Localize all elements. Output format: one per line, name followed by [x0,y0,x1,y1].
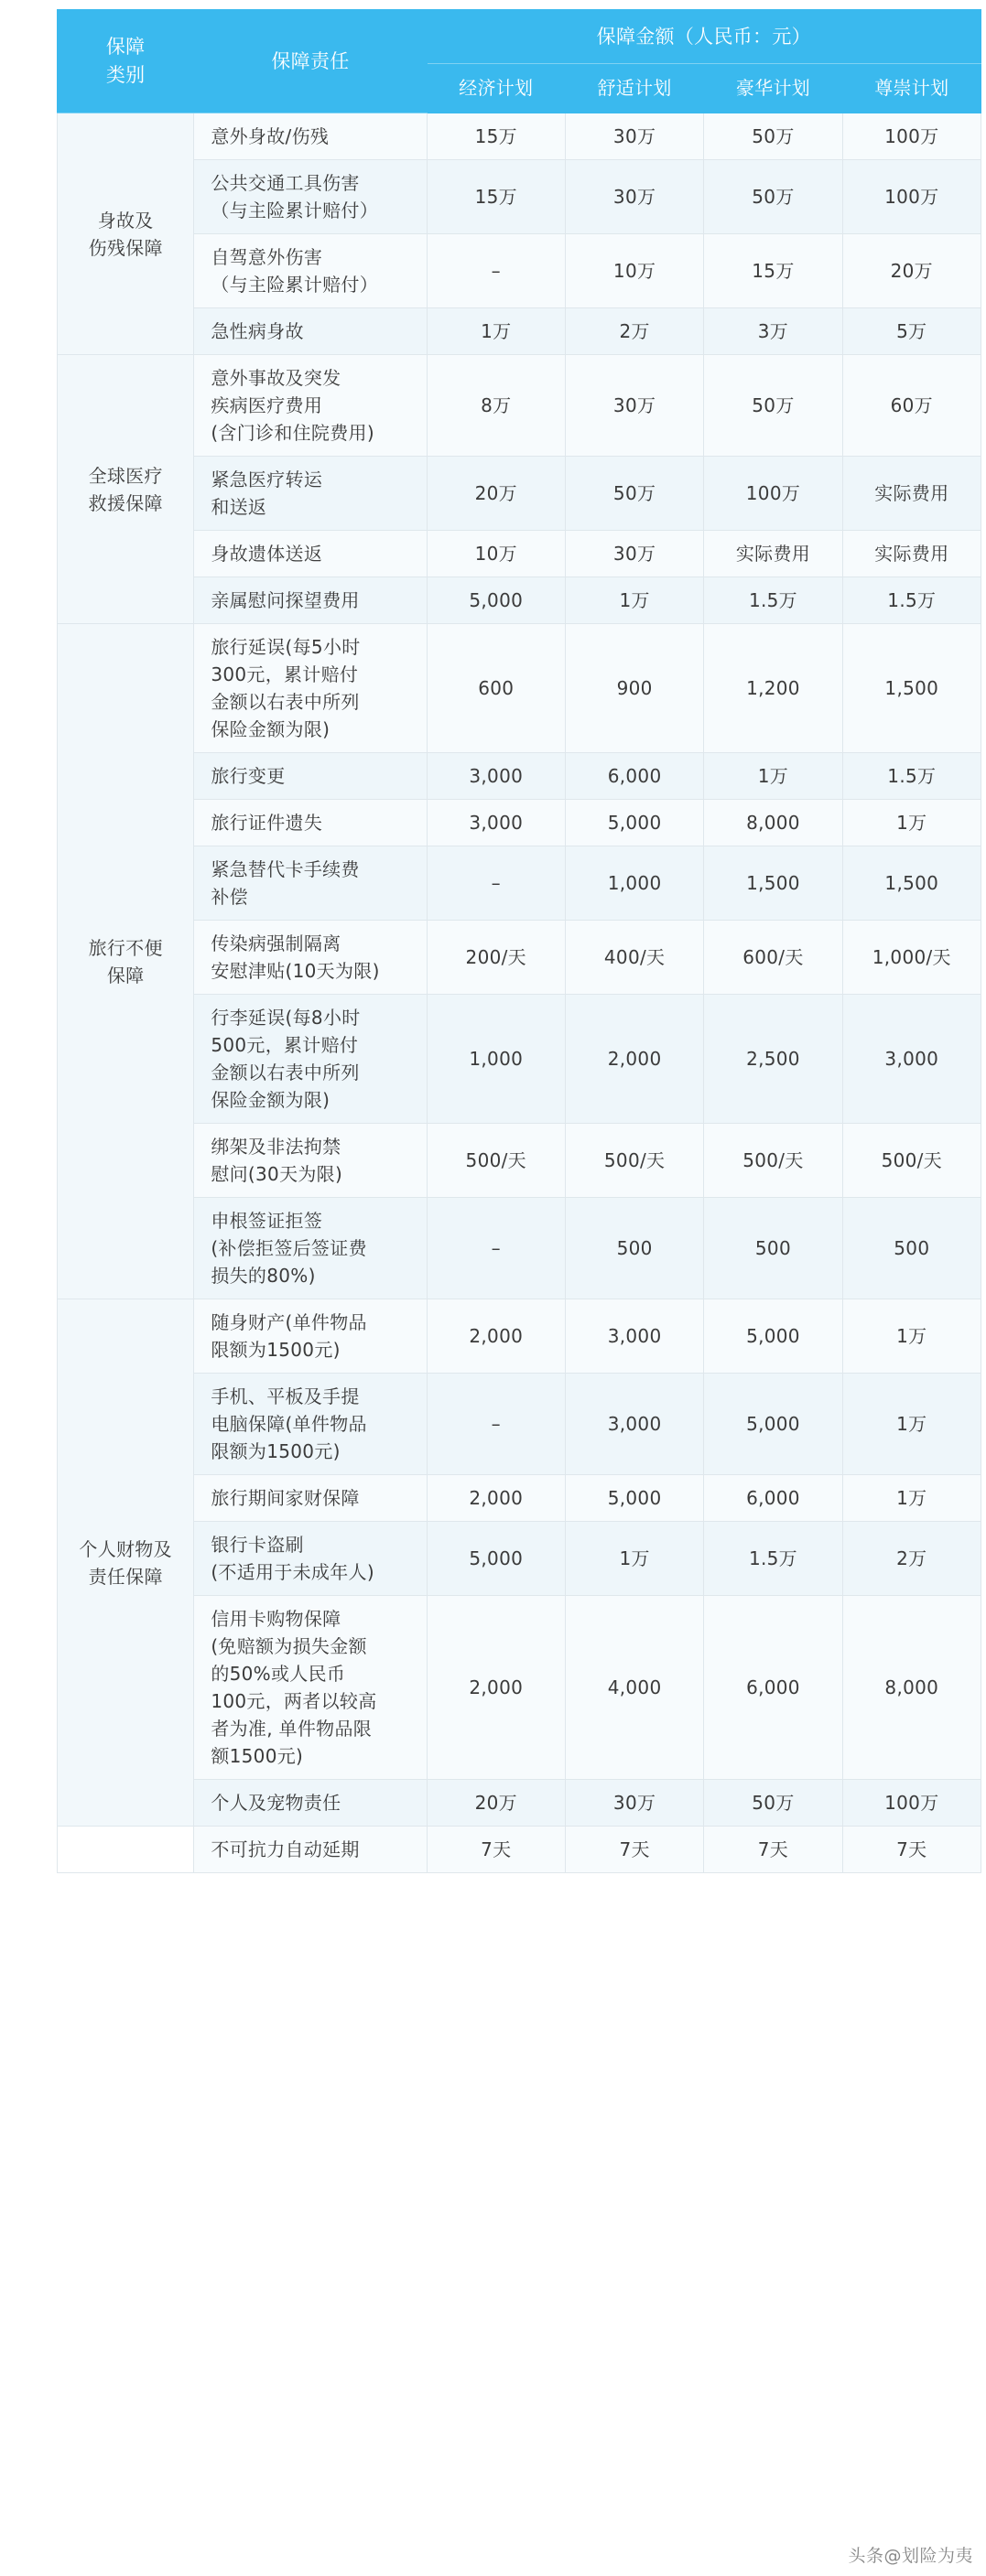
amount-cell-plan-4: 5万 [842,308,981,355]
amount-cell-plan-1: – [427,1198,565,1299]
table-row [58,355,981,457]
table-row [58,457,981,531]
amount-cell-plan-3: 实际费用 [704,531,842,577]
table-row [58,1374,981,1475]
amount-cell-plan-1: 2,000 [427,1596,565,1780]
header-amount-group: 保障金额（人民币：元） [427,10,981,64]
amount-cell-plan-2: 50万 [565,457,703,531]
amount-cell-plan-2: 400/天 [565,921,703,995]
amount-cell-plan-4: 1万 [842,1475,981,1522]
amount-cell-plan-2: 5,000 [565,800,703,846]
benefit-cell: 紧急医疗转运 和送返 [194,457,427,531]
amount-cell-plan-2: 2万 [565,308,703,355]
amount-cell-plan-1: 15万 [427,113,565,160]
amount-cell-plan-2: 500/天 [565,1124,703,1198]
table-row [58,846,981,921]
table-row [58,1827,981,1873]
amount-cell-plan-1: 20万 [427,457,565,531]
amount-cell-plan-4: 1.5万 [842,577,981,624]
amount-cell-plan-4: 100万 [842,1780,981,1827]
table-row [58,1780,981,1827]
amount-cell-plan-2: 30万 [565,531,703,577]
benefit-cell: 个人及宠物责任 [194,1780,427,1827]
amount-cell-plan-3: 500/天 [704,1124,842,1198]
amount-cell-plan-4: 1,500 [842,846,981,921]
amount-cell-plan-1: 20万 [427,1780,565,1827]
amount-cell-plan-1: 5,000 [427,1522,565,1596]
amount-cell-plan-2: 30万 [565,113,703,160]
amount-cell-plan-4: 1,000/天 [842,921,981,995]
amount-cell-plan-1: 500/天 [427,1124,565,1198]
table-row [58,753,981,800]
amount-cell-plan-3: 15万 [704,234,842,308]
header-plan-economy: 经济计划 [427,64,565,113]
amount-cell-plan-4: 2万 [842,1522,981,1596]
amount-cell-plan-3: 50万 [704,355,842,457]
benefit-cell: 亲属慰问探望费用 [194,577,427,624]
amount-cell-plan-3: 50万 [704,160,842,234]
amount-cell-plan-3: 1,500 [704,846,842,921]
table-row [58,800,981,846]
benefit-cell: 随身财产(单件物品 限额为1500元) [194,1299,427,1374]
amount-cell-plan-3: 1,200 [704,624,842,753]
table-row [58,995,981,1124]
amount-cell-plan-2: 30万 [565,355,703,457]
table-row [58,624,981,753]
benefit-cell: 紧急替代卡手续费 补偿 [194,846,427,921]
amount-cell-plan-1: 1,000 [427,995,565,1124]
table-row [58,308,981,355]
amount-cell-plan-3: 1.5万 [704,577,842,624]
amount-cell-plan-3: 1万 [704,753,842,800]
amount-cell-plan-2: 3,000 [565,1374,703,1475]
amount-cell-plan-2: 5,000 [565,1475,703,1522]
table-row [58,577,981,624]
insurance-plan-table [57,9,981,1873]
table-row [58,1596,981,1780]
table-row [58,1124,981,1198]
amount-cell-plan-4: 实际费用 [842,457,981,531]
amount-cell-plan-2: 30万 [565,1780,703,1827]
amount-cell-plan-3: 3万 [704,308,842,355]
amount-cell-plan-2: 1万 [565,1522,703,1596]
table-body [58,113,981,1873]
amount-cell-plan-3: 100万 [704,457,842,531]
amount-cell-plan-3: 500 [704,1198,842,1299]
amount-cell-plan-4: 8,000 [842,1596,981,1780]
amount-cell-plan-1: 3,000 [427,753,565,800]
amount-cell-plan-1: 7天 [427,1827,565,1873]
amount-cell-plan-3: 5,000 [704,1374,842,1475]
amount-cell-plan-1: 2,000 [427,1299,565,1374]
amount-cell-plan-3: 50万 [704,113,842,160]
benefit-cell: 旅行延误(每5小时 300元，累计赔付 金额以右表中所列 保险金额为限) [194,624,427,753]
amount-cell-plan-2: 500 [565,1198,703,1299]
amount-cell-plan-2: 30万 [565,160,703,234]
amount-cell-plan-4: 实际费用 [842,531,981,577]
amount-cell-plan-2: 4,000 [565,1596,703,1780]
header-plan-premium: 尊崇计划 [842,64,981,113]
category-cell: 旅行不便 保障 [58,624,194,1299]
amount-cell-plan-1: 600 [427,624,565,753]
header-plan-comfort: 舒适计划 [565,64,703,113]
benefit-cell: 意外身故/伤残 [194,113,427,160]
amount-cell-plan-3: 600/天 [704,921,842,995]
amount-cell-plan-4: 100万 [842,160,981,234]
amount-cell-plan-3: 5,000 [704,1299,842,1374]
amount-cell-plan-2: 7天 [565,1827,703,1873]
amount-cell-plan-4: 60万 [842,355,981,457]
header-plan-deluxe: 豪华计划 [704,64,842,113]
amount-cell-plan-3: 2,500 [704,995,842,1124]
amount-cell-plan-1: – [427,234,565,308]
benefit-cell: 行李延误(每8小时 500元，累计赔付 金额以右表中所列 保险金额为限) [194,995,427,1124]
amount-cell-plan-2: 1,000 [565,846,703,921]
amount-cell-plan-1: 2,000 [427,1475,565,1522]
benefit-cell: 公共交通工具伤害 （与主险累计赔付） [194,160,427,234]
benefit-cell: 银行卡盗刷 (不适用于未成年人) [194,1522,427,1596]
amount-cell-plan-1: 1万 [427,308,565,355]
benefit-cell: 绑架及非法拘禁 慰问(30天为限) [194,1124,427,1198]
watermark: 头条@划险为夷 [848,2546,973,2566]
amount-cell-plan-1: 200/天 [427,921,565,995]
amount-cell-plan-2: 3,000 [565,1299,703,1374]
table-row [58,1475,981,1522]
amount-cell-plan-3: 50万 [704,1780,842,1827]
table-row [58,160,981,234]
amount-cell-plan-4: 500/天 [842,1124,981,1198]
benefit-cell: 不可抗力自动延期 [194,1827,427,1873]
amount-cell-plan-3: 7天 [704,1827,842,1873]
amount-cell-plan-1: 15万 [427,160,565,234]
table-row [58,921,981,995]
amount-cell-plan-4: 1万 [842,800,981,846]
benefit-cell: 手机、平板及手提 电脑保障(单件物品 限额为1500元) [194,1374,427,1475]
table-row [58,1198,981,1299]
benefit-cell: 身故遗体送返 [194,531,427,577]
amount-cell-plan-1: 10万 [427,531,565,577]
benefit-cell: 信用卡购物保障 (免赔额为损失金额 的50%或人民币 100元，两者以较高 者为准, 单件物品限 额1500元) [194,1596,427,1780]
header-benefit: 保障责任 [194,10,427,113]
amount-cell-plan-2: 10万 [565,234,703,308]
table-row [58,1522,981,1596]
benefit-cell: 自驾意外伤害 （与主险累计赔付） [194,234,427,308]
amount-cell-plan-2: 2,000 [565,995,703,1124]
table-row [58,113,981,160]
amount-cell-plan-4: 3,000 [842,995,981,1124]
table-row [58,234,981,308]
table-row [58,1299,981,1374]
benefit-cell: 旅行期间家财保障 [194,1475,427,1522]
benefit-cell: 旅行证件遗失 [194,800,427,846]
amount-cell-plan-3: 6,000 [704,1596,842,1780]
amount-cell-plan-2: 900 [565,624,703,753]
amount-cell-plan-4: 1万 [842,1299,981,1374]
benefit-cell: 意外事故及突发 疾病医疗费用 (含门诊和住院费用) [194,355,427,457]
benefit-cell: 旅行变更 [194,753,427,800]
amount-cell-plan-3: 8,000 [704,800,842,846]
amount-cell-plan-4: 500 [842,1198,981,1299]
amount-cell-plan-4: 1万 [842,1374,981,1475]
amount-cell-plan-3: 6,000 [704,1475,842,1522]
category-cell [58,1827,194,1873]
amount-cell-plan-3: 1.5万 [704,1522,842,1596]
amount-cell-plan-1: – [427,846,565,921]
amount-cell-plan-4: 100万 [842,113,981,160]
amount-cell-plan-1: 8万 [427,355,565,457]
amount-cell-plan-2: 6,000 [565,753,703,800]
benefit-cell: 传染病强制隔离 安慰津贴(10天为限) [194,921,427,995]
benefit-cell: 急性病身故 [194,308,427,355]
table-header [58,10,981,113]
benefit-cell: 申根签证拒签 (补偿拒签后签证费 损失的80%) [194,1198,427,1299]
amount-cell-plan-4: 20万 [842,234,981,308]
category-cell: 身故及 伤残保障 [58,113,194,355]
header-category: 保障 类别 [58,10,194,113]
category-cell: 个人财物及 责任保障 [58,1299,194,1827]
amount-cell-plan-1: – [427,1374,565,1475]
amount-cell-plan-4: 1,500 [842,624,981,753]
amount-cell-plan-1: 3,000 [427,800,565,846]
table-header-row-1 [58,10,981,64]
amount-cell-plan-4: 7天 [842,1827,981,1873]
amount-cell-plan-2: 1万 [565,577,703,624]
table-row [58,531,981,577]
category-cell: 全球医疗 救援保障 [58,355,194,624]
amount-cell-plan-1: 5,000 [427,577,565,624]
amount-cell-plan-4: 1.5万 [842,753,981,800]
